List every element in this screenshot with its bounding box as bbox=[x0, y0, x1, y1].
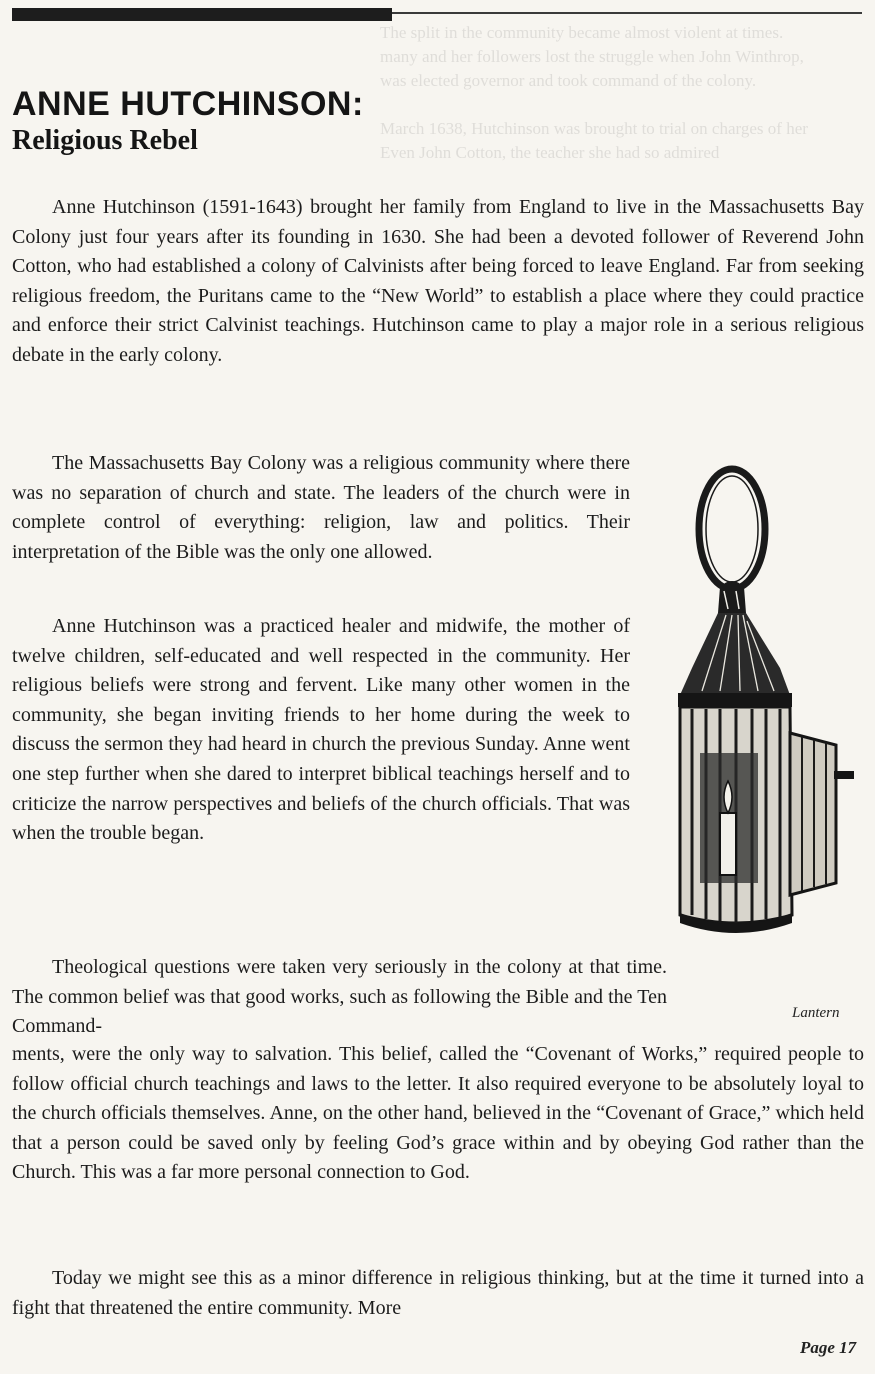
page-subtitle: Religious Rebel bbox=[12, 125, 198, 156]
bleed-through-line: many and her followers lost the struggle when John Winthrop, bbox=[380, 47, 804, 66]
paragraph-conflict: Today we might see this as a minor difference in religious thinking, but at the time it turned into a fight that threatened the entire community. More bbox=[12, 1267, 864, 1319]
paragraph-colony: The Massachusetts Bay Colony was a religious community where there was no separation of church and state. The leaders of the church were in complete control of everything: religion, law and politics. Their interpretation of the Bible was the only one allowed. bbox=[12, 452, 630, 563]
lantern-illustration bbox=[640, 463, 865, 943]
page-title: ANNE HUTCHINSON: bbox=[12, 85, 364, 123]
paragraph-hutchinson: Anne Hutchinson was a practiced healer and midwife, the mother of twelve children, self-educated and well respected in the community. Her religious beliefs were strong and fervent. Like many other women in the community, she began inviting friends to her home during the week to discuss the sermon they had heard in church the previous Sunday. Anne went one step further when she dared to interpret biblical teachings herself and to criticize the narrow perspectives and beliefs of the church officials. That was when the trouble began. bbox=[12, 615, 630, 845]
bleed-through-line: was elected governor and took command of the colony. bbox=[380, 71, 757, 90]
header-rule bbox=[392, 12, 862, 14]
paragraph-intro: Anne Hutchinson (1591-1643) brought her family from England to live in the Massachusetts Bay Colony just four years after its founding in 1630. She had been a devoted follower of Reverend John Cotton, who had established a colony of Calvinists after being forced to leave England. Far from seeking religious freedom, the Puritans came to the “New World” to establish a place where they could practice and enforce their strict Calvinist teachings. Hutchinson came to play a major role in a serious religious debate in the early colony. bbox=[12, 196, 864, 366]
header-black-bar bbox=[12, 8, 392, 21]
bleed-through-line: Even John Cotton, the teacher she had so admired bbox=[380, 143, 720, 162]
page-number: Page 17 bbox=[800, 1338, 857, 1357]
bleed-through-line: March 1638, Hutchinson was brought to trial on charges of her bbox=[380, 119, 808, 138]
paragraph-theology-start: Theological questions were taken very seriously in the colony at that time. The common belief was that good works, such as following the Bible and the Ten Command- bbox=[12, 956, 667, 1038]
paragraph-theology-continued: ments, were the only way to salvation. This belief, called the “Covenant of Works,” required people to follow official church teachings and laws to the letter. It also required everyone to be absolutely loyal to the church officials themselves. Anne, on the other hand, believed in the “Covenant of Grace,” which held that a person could be saved only by feeling God’s grace within and by obeying God rather than the Church. This was a far more personal connection to God. bbox=[12, 1043, 864, 1184]
figure-caption: Lantern bbox=[792, 1005, 840, 1021]
bleed-through-line: The split in the community became almost violent at times. bbox=[380, 23, 784, 42]
